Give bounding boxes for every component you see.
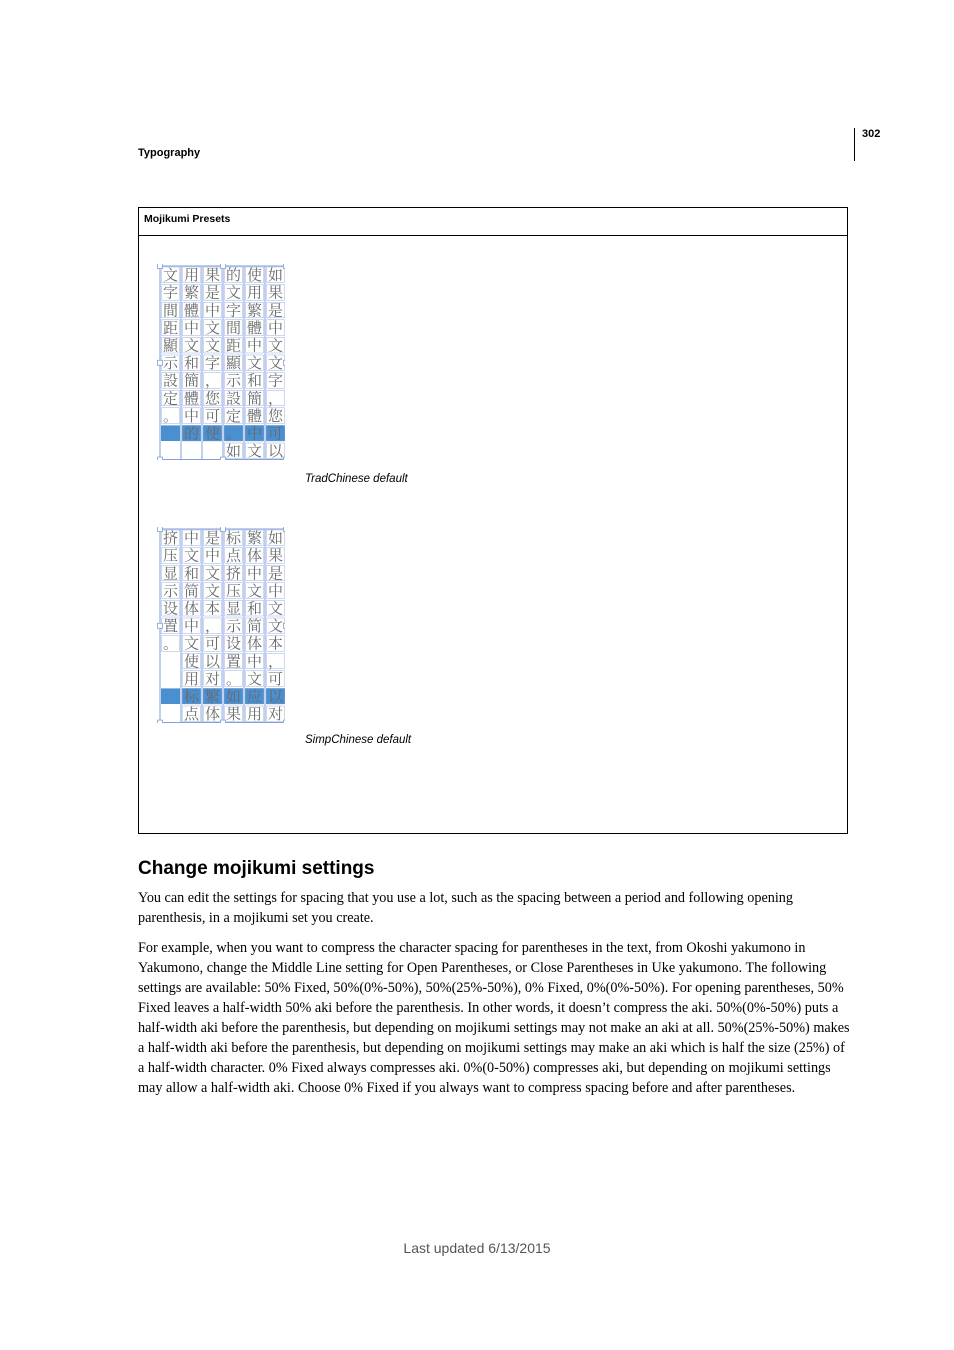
frame-handle — [221, 264, 226, 269]
frame-handle — [284, 264, 286, 269]
cjk-glyph: 中 — [183, 617, 200, 636]
cjk-glyph: 和 — [246, 371, 263, 390]
last-updated-footer: Last updated 6/13/2015 — [403, 1240, 551, 1256]
cjk-glyph: 标 — [183, 687, 200, 706]
cjk-glyph: 可 — [267, 424, 284, 443]
frame-handle — [284, 623, 286, 628]
cjk-glyph: 中 — [246, 424, 263, 443]
cjk-glyph: 点 — [183, 705, 200, 723]
cjk-glyph: 本 — [204, 599, 221, 618]
cjk-glyph: 置 — [225, 652, 242, 671]
cjk-glyph: 。 — [225, 669, 242, 688]
cjk-glyph: 压 — [162, 546, 179, 565]
cjk-glyph: 可 — [204, 634, 221, 653]
cjk-glyph: 和 — [246, 599, 263, 618]
cjk-glyph: 对 — [204, 669, 221, 688]
page-number: 302 — [862, 128, 881, 140]
cjk-glyph: 如 — [225, 442, 242, 460]
cjk-glyph: 顯 — [162, 336, 179, 355]
cjk-glyph: 簡 — [246, 389, 263, 408]
cjk-glyph: 如 — [267, 529, 284, 548]
cjk-glyph: 文 — [267, 617, 284, 636]
cjk-glyph: 体 — [246, 546, 263, 565]
cjk-glyph: 应 — [246, 687, 263, 706]
cjk-glyph: 文 — [246, 442, 263, 460]
cjk-glyph: 繁 — [204, 687, 221, 706]
frame-handle — [158, 264, 163, 269]
cjk-glyph: 如 — [267, 266, 284, 285]
cjk-glyph: 體 — [183, 301, 200, 320]
cjk-glyph: 可 — [267, 669, 284, 688]
cjk-glyph: 中 — [267, 581, 284, 600]
cjk-glyph: 體 — [246, 318, 263, 337]
cjk-glyph: 点 — [225, 546, 242, 565]
cjk-glyph: 中 — [267, 318, 284, 337]
cjk-glyph: 简 — [246, 617, 263, 636]
cjk-glyph: ， — [267, 652, 284, 671]
intro-paragraph: You can edit the settings for spacing that you use a lot, such as the spacing between a period and following opening parenthesis, in a mojikumi set you create. — [138, 890, 793, 926]
cjk-glyph: 用 — [183, 266, 200, 285]
cjk-glyph: ， — [204, 371, 221, 390]
cjk-glyph: 文 — [267, 354, 284, 373]
cjk-glyph: 果 — [204, 266, 221, 285]
running-head: Typography — [138, 147, 201, 159]
cjk-glyph: 如 — [225, 687, 242, 706]
cjk-glyph: 置 — [162, 617, 179, 636]
cjk-glyph: 字 — [204, 354, 221, 373]
cjk-glyph: 标 — [225, 529, 242, 548]
cjk-glyph: 體 — [183, 389, 200, 408]
cjk-glyph: 用 — [246, 283, 263, 302]
cjk-glyph: 繁 — [246, 301, 263, 320]
cjk-glyph: 。 — [225, 424, 242, 443]
cjk-glyph: 文 — [267, 599, 284, 618]
cjk-glyph: ， — [267, 389, 284, 408]
cjk-glyph: 中 — [183, 406, 200, 425]
cjk-glyph: 体 — [183, 599, 200, 618]
cjk-glyph: 顯 — [225, 354, 242, 373]
cjk-glyph: 体 — [204, 705, 221, 723]
simpchinese-sample-figure — [157, 527, 285, 723]
frame-handle — [158, 623, 163, 628]
cjk-glyph: 字 — [267, 371, 284, 390]
tradchinese-caption: TradChinese default — [305, 473, 408, 485]
cjk-glyph: 体 — [246, 634, 263, 653]
table-title: Mojikumi Presets — [139, 208, 847, 236]
cjk-glyph: 文 — [183, 546, 200, 565]
cjk-glyph: 果 — [267, 283, 284, 302]
cjk-glyph: 中 — [183, 318, 200, 337]
cjk-glyph: 的 — [225, 266, 242, 285]
cjk-glyph: 是 — [204, 283, 221, 302]
cjk-glyph: 設 — [225, 389, 242, 408]
cjk-glyph: 示 — [162, 354, 179, 373]
cjk-glyph: 文 — [267, 336, 284, 355]
cjk-glyph: 示 — [225, 617, 242, 636]
cjk-glyph: 以 — [267, 687, 284, 706]
cjk-glyph: 以 — [204, 652, 221, 671]
cjk-glyph: 使 — [183, 652, 200, 671]
cjk-glyph: 中 — [204, 546, 221, 565]
cjk-glyph: 中 — [246, 564, 263, 583]
cjk-glyph: 文 — [204, 318, 221, 337]
cjk-glyph: 字 — [225, 301, 242, 320]
frame-handle — [158, 457, 163, 460]
cjk-glyph: 是 — [204, 529, 221, 548]
cjk-glyph: 繁 — [246, 529, 263, 548]
cjk-glyph: 設 — [162, 371, 179, 390]
cjk-glyph: 对 — [267, 705, 284, 723]
cjk-glyph: 間 — [225, 318, 242, 337]
cjk-glyph: 您 — [204, 389, 221, 408]
cjk-glyph: 中 — [246, 652, 263, 671]
cjk-glyph: 。 — [162, 406, 179, 425]
cjk-glyph: 示 — [225, 371, 242, 390]
cjk-glyph: 文 — [204, 336, 221, 355]
cjk-glyph: 使 — [204, 424, 221, 443]
cjk-glyph: 體 — [246, 406, 263, 425]
page-number-rule — [854, 128, 855, 161]
frame-handle — [158, 360, 163, 365]
cjk-glyph: 中 — [204, 301, 221, 320]
cjk-glyph: 文 — [225, 283, 242, 302]
simpchinese-caption: SimpChinese default — [305, 734, 412, 746]
frame-handle — [158, 527, 163, 532]
cjk-glyph: 显 — [225, 599, 242, 618]
cjk-glyph: 简 — [183, 581, 200, 600]
selection-highlight — [161, 425, 180, 441]
selection-highlight — [161, 688, 180, 704]
frame-handle — [284, 720, 286, 723]
cjk-glyph: 和 — [183, 354, 200, 373]
cjk-glyph: 您 — [267, 406, 284, 425]
cjk-glyph: 本 — [267, 634, 284, 653]
cjk-glyph: 使 — [246, 266, 263, 285]
cjk-glyph: 距 — [162, 318, 179, 337]
cjk-glyph: 文 — [204, 564, 221, 583]
cjk-glyph: 设 — [225, 634, 242, 653]
cjk-glyph: 果 — [267, 546, 284, 565]
frame-handle — [284, 360, 286, 365]
cjk-glyph: 中 — [183, 529, 200, 548]
cjk-glyph: 可 — [204, 406, 221, 425]
cjk-glyph: 果 — [225, 705, 242, 723]
cjk-glyph: 文 — [246, 669, 263, 688]
cjk-glyph: 簡 — [183, 371, 200, 390]
frame-handle — [284, 457, 286, 460]
cjk-glyph: 文 — [246, 354, 263, 373]
cjk-glyph: 文 — [162, 266, 179, 285]
cjk-glyph: 和 — [183, 564, 200, 583]
frame-handle — [284, 527, 286, 532]
frame-handle — [221, 527, 226, 532]
cjk-glyph: 間 — [162, 301, 179, 320]
cjk-glyph: 的 — [183, 424, 200, 443]
cjk-glyph: ， — [204, 617, 221, 636]
cjk-glyph: 用 — [183, 669, 200, 688]
cjk-glyph: 距 — [225, 336, 242, 355]
cjk-glyph: 定 — [225, 406, 242, 425]
cjk-glyph: 繁 — [183, 283, 200, 302]
cjk-glyph: 文 — [183, 336, 200, 355]
cjk-glyph: 设 — [162, 599, 179, 618]
frame-handle — [158, 720, 163, 723]
cjk-glyph: 是 — [267, 564, 284, 583]
frame-handle — [221, 457, 226, 460]
cjk-glyph: 文 — [183, 634, 200, 653]
cjk-glyph: 是 — [267, 301, 284, 320]
cjk-glyph: 压 — [225, 581, 242, 600]
cjk-glyph: 字 — [162, 283, 179, 302]
section-heading: Change mojikumi settings — [138, 858, 375, 879]
example-paragraph: For example, when you want to compress the character spacing for parentheses in the text, from Okoshi yakumono in Yakumono, change the Middle Line setting for Open Parentheses, or Close Parentheses in Uke yakumono. The following settings are available: 50% Fixed, 50%(0%-50%), 50%(25%-50%), 0% Fixed, 0%(0%-50%). For opening parentheses, 50% Fixed leaves a half-width 50% aki before the parenthesis. In other words, it doesn’t compress the aki. 50%(0%-50%) puts a half-width aki before the parenthesis, but depending on mojikumi settings may not make an aki at all. 50%(25%-50%) makes a half-width aki before the parenthesis, but depending on mojikumi settings may make an aki which is half the size (25%) of a half-width character. 0% Fixed always compresses aki. 0%(0-50%) compresses aki, but depending on mojikumi settings may allow a half-width aki. Choose 0% Fixed if you always want to compress spacing before and after parentheses. — [138, 940, 850, 1096]
cjk-glyph: 定 — [162, 389, 179, 408]
tradchinese-sample-figure — [157, 264, 285, 460]
cjk-glyph: 挤 — [225, 564, 242, 583]
cjk-glyph: 用 — [246, 705, 263, 723]
frame-handle — [221, 720, 226, 723]
cjk-glyph: 文 — [246, 581, 263, 600]
cjk-glyph: 。 — [162, 634, 179, 653]
cjk-glyph: 挤 — [162, 529, 179, 548]
cjk-glyph: 文 — [204, 581, 221, 600]
cjk-glyph: 显 — [162, 564, 179, 583]
cjk-glyph: 以 — [267, 442, 284, 460]
cjk-glyph: 示 — [162, 581, 179, 600]
cjk-glyph: 中 — [246, 336, 263, 355]
